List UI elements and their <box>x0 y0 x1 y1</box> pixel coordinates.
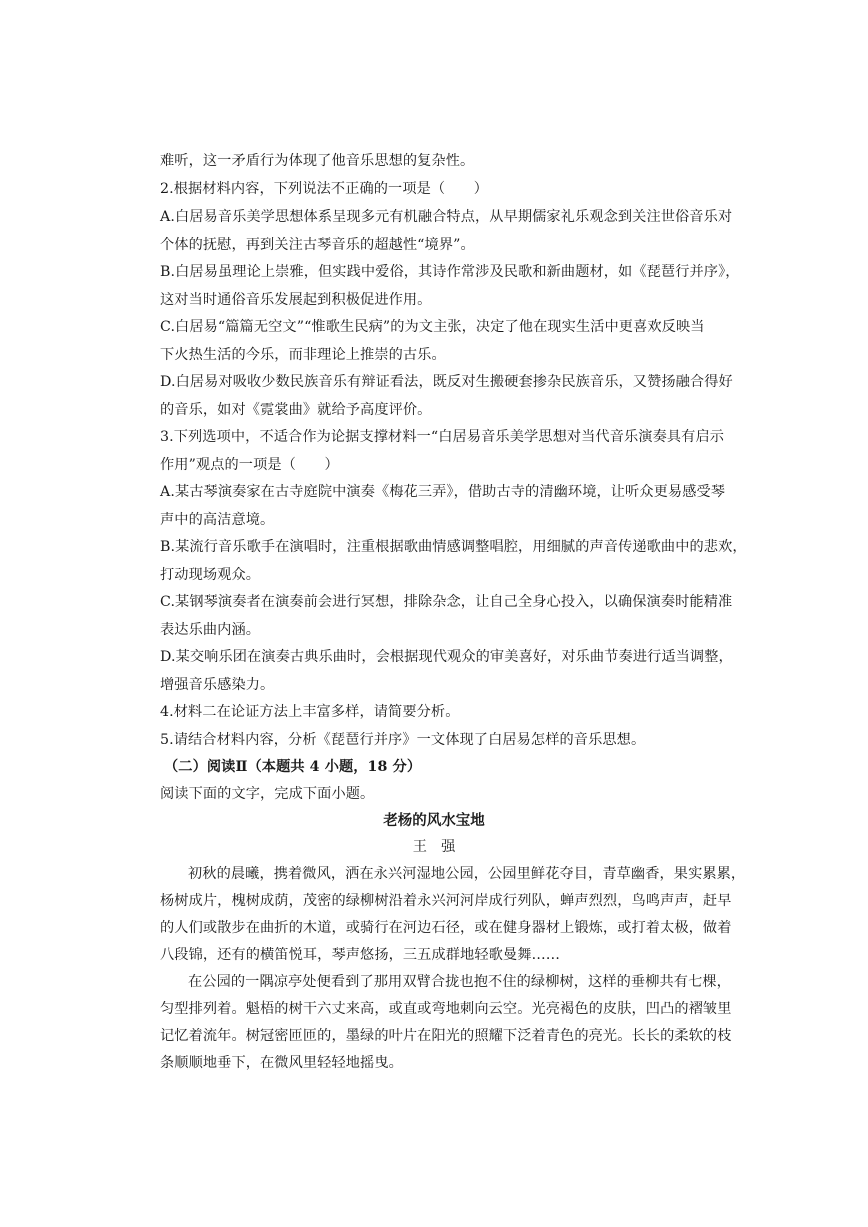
article-paragraph-2-line4: 条顺顺地垂下，在微风里轻轻地摇曳。 <box>160 1055 403 1071</box>
article-paragraph-2-line1: 在公园的一隅凉亭处便看到了那用双臂合拢也抱不住的绿柳树，这样的垂柳共有七棵， <box>188 974 731 990</box>
question-2-option-b-line2: 这对当时通俗音乐发展起到积极促进作用。 <box>160 292 432 308</box>
question-3-option-a-line2: 声中的高洁意境。 <box>160 512 275 528</box>
article-paragraph-2-line2: 匀型排列着。魁梧的树干六丈来高，或直或弯地刺向云空。光亮褐色的皮肤，凹凸的褶皱里 <box>160 1001 732 1017</box>
question-2-option-d-line1: D.白居易对吸收少数民族音乐有辩证看法，既反对生搬硬套掺杂民族音乐，又赞扬融合得好 <box>160 374 733 390</box>
question-3-option-b-line2: 打动现场观众。 <box>160 567 261 583</box>
question-3-option-d-line1: D.某交响乐团在演奏古典乐曲时，会根据现代观众的审美喜好，对乐曲节奏进行适当调整， <box>160 649 733 665</box>
question-2-option-a-line1: A.白居易音乐美学思想体系呈现多元有机融合特点，从早期儒家礼乐观念到关注世俗音乐对 <box>160 209 733 225</box>
question-3-option-a-line1: A.某古琴演奏家在古寺庭院中演奏《梅花三弄》，借助古寺的清幽环境，让听众更易感受琴 <box>160 484 726 500</box>
question-3-option-c-line1: C.某钢琴演奏者在演奏前会进行冥想，排除杂念，让自己全身心投入，以确保演奏时能精准 <box>160 594 733 610</box>
question-2-option-b-line1: B.白居易虽理论上崇雅，但实践中爱俗，其诗作常涉及民歌和新曲题材，如《琵琶行并序》， <box>160 264 740 280</box>
question-2-option-c-line2: 下火热生活的今乐，而非理论上推崇的古乐。 <box>160 347 446 363</box>
article-paragraph-1-line1: 初秋的晨曦，携着微风，洒在永兴河湿地公园，公园里鲜花夺目，青草幽香，果实累累， <box>188 866 746 882</box>
question-5-stem: 5.请结合材料内容，分析《琵琶行并序》一文体现了白居易怎样的音乐思想。 <box>160 732 646 748</box>
question-3-stem-line1: 3.下列选项中，不适合作为论据支撑材料一“白居易音乐美学思想对当代音乐演奏具有启示 <box>160 429 725 445</box>
article-title: 老杨的风水宝地 <box>383 813 485 829</box>
question-2-stem: 2.根据材料内容，下列说法不正确的一项是（ ） <box>160 181 489 197</box>
continuation-line: 难听，这一矛盾行为体现了他音乐思想的复杂性。 <box>160 153 475 169</box>
question-4-stem: 4.材料二在论证方法上丰富多样，请简要分析。 <box>160 704 460 720</box>
article-paragraph-1-line4: 八段锦，还有的横笛悦耳，琴声悠扬，三五成群地轻歌曼舞…… <box>160 947 561 963</box>
article-paragraph-1-line2: 杨树成片，槐树成荫，茂密的绿柳树沿着永兴河河岸成行列队，蝉声烈烈，鸟鸣声声，赶早 <box>160 893 732 909</box>
article-paragraph-2-line3: 记忆着流年。树冠密匝匝的，墨绿的叶片在阳光的照耀下泛着青色的亮光。长长的柔软的枝 <box>160 1028 732 1044</box>
question-3-option-d-line2: 增强音乐感染力。 <box>160 677 275 693</box>
question-2-option-c-line1: C.白居易“篇篇无空文”“惟歌生民病”的为文主张，决定了他在现实生活中更喜欢反映当 <box>160 319 705 335</box>
question-2-option-d-line2: 的音乐，如对《霓裳曲》就给予高度评价。 <box>160 402 432 418</box>
question-3-stem-line2: 作用”观点的一项是（ ） <box>160 457 339 473</box>
article-paragraph-1-line3: 的人们或散步在曲折的木道，或骑行在河边石径，或在健身器材上锻炼，或打着太极，做着 <box>160 920 732 936</box>
question-3-option-b-line1: B.某流行音乐歌手在演唱时，注重根据歌曲情感调整唱腔，用细腻的声音传递歌曲中的悲欢， <box>160 539 747 555</box>
article-author: 王 强 <box>412 839 456 855</box>
question-2-option-a-line2: 个体的抚慰，再到关注古琴音乐的超越性“境界”。 <box>160 237 475 253</box>
question-3-option-c-line2: 表达乐曲内涵。 <box>160 622 261 638</box>
section-2-heading: （二）阅读Ⅱ（本题共 4 小题，18 分） <box>164 759 422 775</box>
section-2-instruction: 阅读下面的文字，完成下面小题。 <box>160 786 375 802</box>
